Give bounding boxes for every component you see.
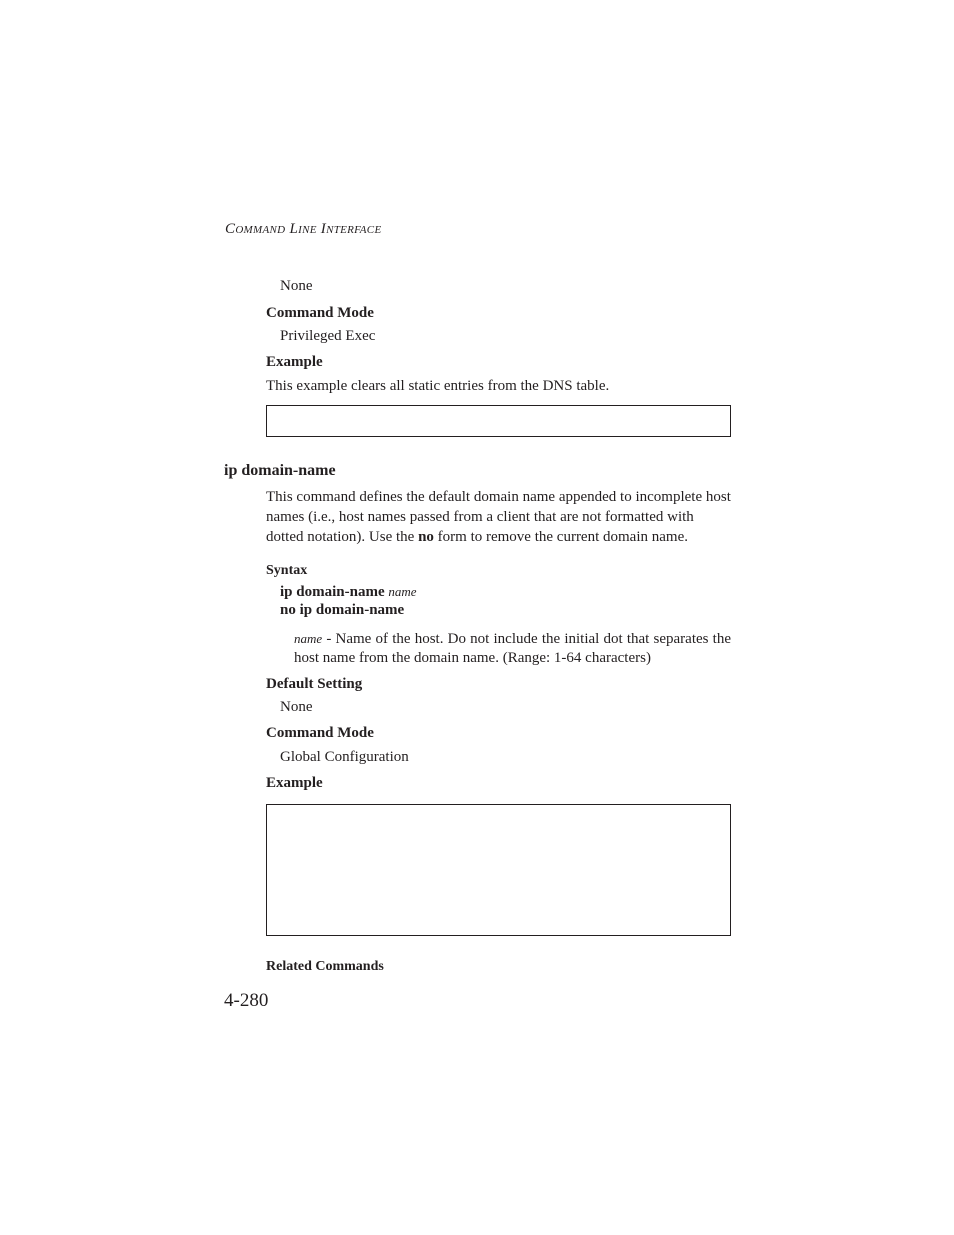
syntax-line: [280, 584, 417, 601]
command-mode-value-2: Global Configuration: [280, 749, 409, 765]
related-commands-heading: Related Commands: [266, 959, 384, 974]
command-mode-heading-2: Command Mode: [266, 725, 374, 741]
header-letter: L: [289, 221, 299, 237]
example-heading-2: Example: [266, 775, 323, 791]
example-description: This example clears all static entries from the DNS table.: [266, 378, 610, 394]
parameter-name: name: [294, 631, 323, 646]
parameter-text: - Name of the host. Do not include the initial dot that separates the host name from the domain name. (Range: 1-64 characters): [294, 631, 731, 666]
header-letter: C: [225, 221, 236, 237]
command-description: [266, 487, 731, 547]
syntax-no-command: no ip domain-name: [280, 602, 405, 618]
command-mode-heading: Command Mode: [266, 305, 374, 321]
default-setting-value: None: [280, 699, 313, 715]
description-text: form to remove the current domain name.: [433, 529, 688, 545]
example-heading: Example: [266, 354, 323, 370]
default-value-text: None: [280, 278, 313, 294]
parameter-description: [294, 629, 731, 668]
description-keyword: no: [418, 529, 434, 545]
command-mode-value: Privileged Exec: [280, 328, 376, 344]
example-code-box-2: [266, 804, 731, 936]
example-code-box: [266, 405, 731, 437]
header-word-rest: NTERFACE: [326, 224, 382, 236]
header-letter: I: [320, 221, 327, 237]
default-setting-heading: Default Setting: [266, 676, 363, 692]
header-word-rest: OMMAND: [235, 224, 286, 236]
section-title: ip domain-name: [224, 462, 336, 479]
syntax-parameter: name: [388, 584, 417, 599]
running-header: [225, 221, 381, 238]
syntax-heading: Syntax: [266, 563, 308, 578]
syntax-command: ip domain-name: [280, 584, 385, 600]
description-text: This command defines the default domain name appended to incomplete host names (i.e., host names passed from a client that are not formatted with dotted notation). Use the: [266, 489, 731, 545]
header-word-rest: INE: [298, 224, 317, 236]
page-number: 4-280: [224, 990, 269, 1011]
